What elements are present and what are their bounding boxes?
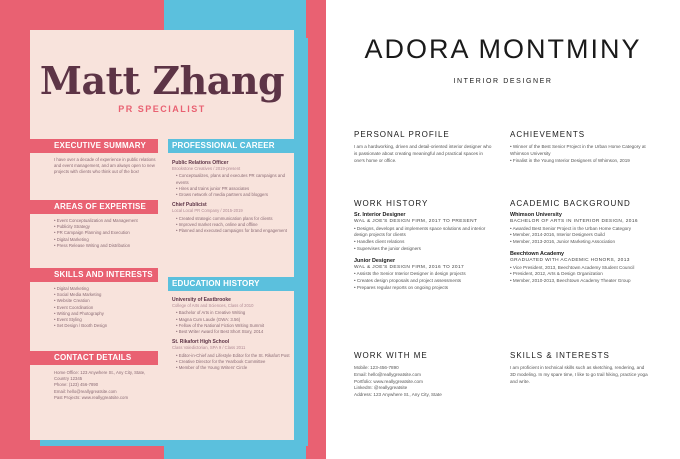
academic-background-content <box>510 212 650 285</box>
contact-line: Address: 123 Anywhere St., Any City, State <box>354 392 442 398</box>
resume-role: PR SPECIALIST <box>118 104 206 114</box>
achievements-list <box>510 144 650 164</box>
list-item: • Supervises the junior designers <box>354 246 494 253</box>
resume-name: Matt Zhang <box>39 58 285 103</box>
job-title: Sr. Interior Designer <box>354 212 406 218</box>
list-item: • Hires and trains junior PR associates <box>176 186 290 192</box>
list-item: • Member, 2014-2016, Interior Designers Guild <box>510 232 650 239</box>
school-title: St. Rikafort High School <box>172 339 230 346</box>
job-subtitle: WAL & JOE'S DESIGN FIRM, 2016 TO 2017 <box>354 264 465 270</box>
academic-background-heading: ACADEMIC BACKGROUND <box>510 199 631 208</box>
list-item: • Press Release Writing and Distribution <box>54 243 164 249</box>
education-history-content <box>172 297 290 371</box>
school-subtitle: College of Arts and Sciences, Class of 2010 <box>172 303 254 309</box>
school-title: Beechtown Academy <box>510 250 565 257</box>
school-subtitle: Class Valedictorian, SPA 9 / Class 2011 <box>172 345 246 351</box>
work-history-content <box>354 212 494 292</box>
list-item: • Writing and Photography <box>54 311 160 317</box>
list-item: • Publicity Strategy <box>54 224 164 230</box>
list-item: • Digital Marketing <box>54 286 160 292</box>
list-item: • Website Creation <box>54 298 160 304</box>
job-subtitle: Local Local PR Company / 2015-2019 <box>172 208 243 214</box>
skills-interests-heading: SKILLS AND INTERESTS <box>30 268 158 282</box>
school-title: University of Eastbrooke <box>172 297 231 303</box>
list-item: • Winner of the Best Senior Project in the Urban Home Category at Whimson University <box>510 144 650 158</box>
list-item: • Designs, develops and implements space solutions and interior design projects for clients <box>354 226 494 240</box>
blue-accent-bar <box>164 10 324 18</box>
list-item: • Planned and executed campaigns for brand engagement <box>176 228 290 234</box>
areas-of-expertise-heading: AREAS OF EXPERTISE <box>30 200 158 214</box>
areas-of-expertise-list <box>54 218 164 249</box>
work-with-me-heading: WORK WITH ME <box>354 351 428 360</box>
achievements-heading: ACHIEVEMENTS <box>510 130 586 139</box>
list-item: • President, 2012, Arts & Design Organization <box>510 271 650 278</box>
list-item: • Bachelor of Arts in Creative Writing <box>176 310 290 316</box>
list-item: • Social Media Marketing <box>54 292 160 298</box>
contact-line: Phone: (123) 456-7890 <box>54 382 99 388</box>
job-title: Junior Designer <box>354 257 396 264</box>
contact-line: Past Projects: www.reallygreatsite.com <box>54 394 129 400</box>
list-item: • Member, 2013-2016, Junior Marketing Association <box>510 239 650 246</box>
job-title: Public Relations Officer <box>172 160 229 166</box>
list-item: • Event Styling <box>54 317 160 323</box>
resume-adora-montminy <box>326 0 680 459</box>
school-subtitle: BACHELOR OF ARTS IN INTERIOR DESIGN, 2016 <box>510 218 638 224</box>
list-item: • Event Coordination <box>54 305 160 311</box>
list-item: • Creative Director for the Yearbook Committee <box>176 359 290 365</box>
list-item: • Set Design / Booth Design <box>54 323 160 329</box>
list-item: • Fellow of the National Fiction Writing Summit <box>176 323 290 329</box>
contact-details-text <box>54 370 160 401</box>
executive-summary-heading: EXECUTIVE SUMMARY <box>30 139 158 153</box>
contact-details-heading: CONTACT DETAILS <box>30 351 158 365</box>
job-title: Chief Publicist <box>172 202 207 209</box>
list-item: • Editor-in-Chief and Lifestyle Editor for the St. Rikafort Post <box>176 353 290 359</box>
list-item: • Magna Cum Laude (GWA: 3.56) <box>176 317 290 323</box>
list-item: • Member, 2010-2013, Beechtown Academy Theater Group <box>510 278 650 285</box>
school-title: Whimson University <box>510 212 562 218</box>
skills-interests-list <box>54 286 160 329</box>
list-item: • Event Conceptualization and Management <box>54 218 164 224</box>
list-item: • Digital Marketing <box>54 237 164 243</box>
list-item: • PR Campaign Planning and Execution <box>54 230 164 236</box>
list-item: • Conceptualizes, plans and executes PR campaigns and events <box>176 173 290 185</box>
list-item: • Handles client relations <box>354 239 494 246</box>
list-item: • Created strategic communication plans for clients <box>176 216 290 222</box>
executive-summary-text: I have over a decade of experience in public relations and event management, and am always open to new projects with clients who think out of the box! <box>54 157 156 175</box>
work-with-me-content <box>354 365 494 399</box>
list-item: • Prepares regular reports on ongoing projects <box>354 285 494 292</box>
work-history-heading: WORK HISTORY <box>354 199 429 208</box>
list-item: • Member of the Young Writers' Circle <box>176 365 290 371</box>
school-subtitle: GRADUATED WITH ACADEMIC HONORS, 2013 <box>510 257 630 263</box>
skills-interests-text: I am proficient in technical skills such as sketching, rendering, and 3D modeling. In my spare time, I like to go trail hiking, practice yoga and write. <box>510 365 648 384</box>
list-item: • Awarded Best Senior Project in the Urban Home Category <box>510 226 650 233</box>
contact-line: Portfolio: www.reallygreatsite.com <box>354 378 423 384</box>
skills-interests-heading: SKILLS & INTERESTS <box>510 351 610 360</box>
list-item: • Finalist in the Young Interior Designers of Whimson, 2019 <box>510 158 650 165</box>
contact-line: Home Office: 123 Anywhere St., Any City, State, Country 12345 <box>54 370 146 382</box>
contact-line: LinkedIn: @reallygreatsite <box>354 385 408 391</box>
contact-line: Email: hello@reallygreatsite.com <box>354 371 421 377</box>
resume-name: ADORA MONTMINY <box>364 34 642 64</box>
list-item: • Grows network of media partners and bloggers <box>176 192 290 198</box>
list-item: • Assists the Senior Interior Designer in design projects <box>354 271 494 278</box>
contact-line: Mobile: 123-456-7890 <box>354 365 399 370</box>
professional-career-heading: PROFESSIONAL CAREER <box>168 139 294 153</box>
contact-line: Email: hello@reallygreatsite.com <box>54 388 117 394</box>
professional-career-content <box>172 160 290 234</box>
list-item: • Best Writer Award for Best Short Story, 2014 <box>176 329 290 335</box>
job-subtitle: WAL & JOE'S DESIGN FIRM, 2017 TO PRESENT <box>354 218 478 224</box>
resume-role: INTERIOR DESIGNER <box>453 78 553 85</box>
coral-edge-band <box>306 0 326 459</box>
list-item: • Improved market reach, online and offline <box>176 222 290 228</box>
personal-profile-text: I am a hardworking, driven and detail-oriented interior designer who is passionate about creating meaningful and practical spaces in one's home or office. <box>354 144 492 163</box>
list-item: • Creates design proposals and project assessments <box>354 278 494 285</box>
education-history-heading: EDUCATION HISTORY <box>168 277 294 291</box>
resume-matt-zhang <box>0 0 326 459</box>
personal-profile-heading: PERSONAL PROFILE <box>354 130 450 139</box>
list-item: • Vice President, 2013, Beechtown Academy Student Council <box>510 265 650 272</box>
job-subtitle: Brookstone Creatives / 2019-present <box>172 166 241 172</box>
